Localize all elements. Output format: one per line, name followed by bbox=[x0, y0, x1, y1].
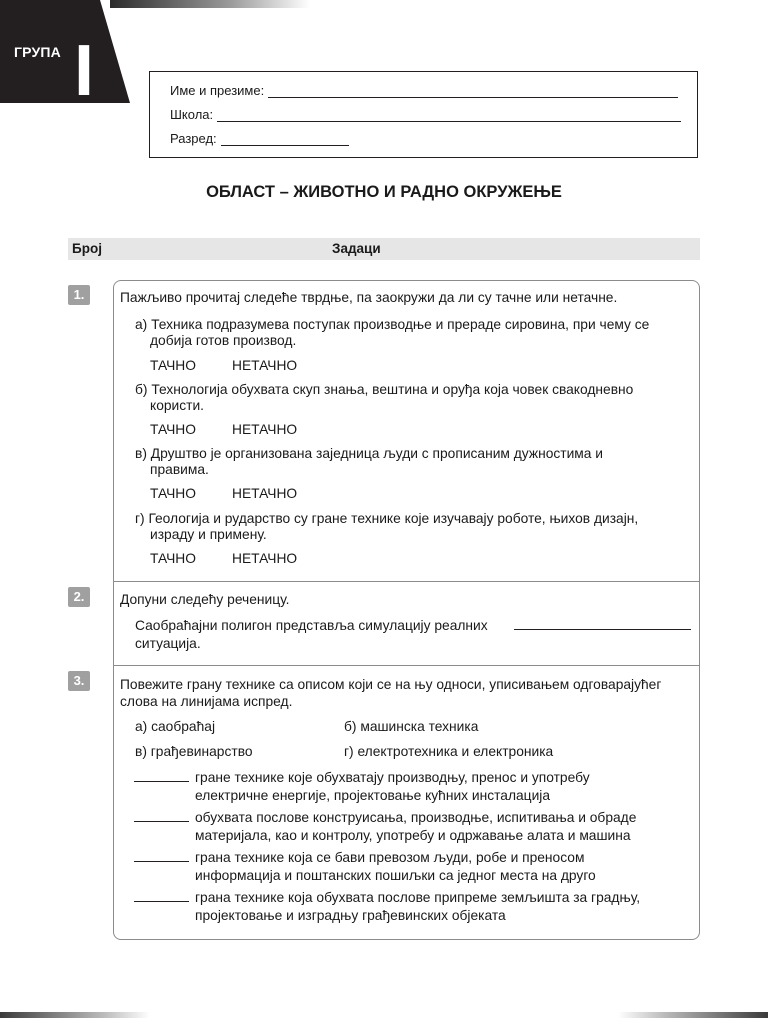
task-3-desc-3-line1: грана технике која се бави превозом људи, робе и преносом bbox=[195, 850, 585, 865]
task-3-answer-field-3[interactable] bbox=[134, 849, 189, 862]
header-number: Број bbox=[72, 241, 102, 256]
name-field[interactable] bbox=[268, 85, 678, 98]
task-3-desc-4-line1: грана технике која обухвата послове припреме земљишта за градњу, bbox=[195, 890, 641, 905]
task-2-instruction: Допуни следећу реченицу. bbox=[120, 592, 290, 607]
task-2-answer-field[interactable] bbox=[514, 617, 691, 630]
name-label: Име и презиме: bbox=[170, 83, 265, 98]
school-row bbox=[170, 107, 681, 122]
school-field[interactable] bbox=[217, 109, 681, 122]
grade-label: Разред: bbox=[170, 131, 217, 146]
task-1-item-a-line1: а) Техника подразумева поступак производње и прераде сировина, при чему се bbox=[135, 317, 650, 332]
task-3-desc-1-line2: електричне енергије, пројектовање кућних инсталација bbox=[195, 788, 551, 803]
task-3-desc-1-line1: гране технике које обухватају производњу, пренос и употребу bbox=[195, 770, 590, 785]
task-1-item-a-false[interactable]: НЕТАЧНО bbox=[232, 358, 298, 373]
task-1-item-b-true[interactable]: ТАЧНО bbox=[150, 422, 196, 437]
task-3-desc-4-line2: пројектовање и изградњу грађевинских објеката bbox=[195, 908, 506, 923]
grade-row bbox=[170, 131, 349, 146]
group-number: I bbox=[74, 31, 95, 111]
grade-field[interactable] bbox=[221, 133, 349, 146]
task-1-item-c-false[interactable]: НЕТАЧНО bbox=[232, 486, 298, 501]
task-3-option-d: г) електротехника и електроника bbox=[344, 744, 554, 759]
task-1-instruction: Пажљиво прочитај следеће тврдње, па заокружи да ли су тачне или нетачне. bbox=[120, 290, 618, 305]
student-info-box bbox=[149, 71, 698, 158]
table-header bbox=[68, 238, 700, 260]
bottom-decoration-right bbox=[618, 1012, 768, 1018]
task-3-option-c: в) грађевинарство bbox=[135, 744, 253, 759]
task-3-desc-2-line2: материјала, као и контролу, употребу и одржавање алата и машина bbox=[195, 828, 631, 843]
task-1-item-a-line2: добија готов производ. bbox=[150, 333, 297, 348]
task-1-item-b-line2: користи. bbox=[150, 398, 205, 413]
task-1-item-d-line2: израду и примену. bbox=[150, 527, 267, 542]
task-1-item-d-line1: г) Геологија и рударство су гране технике које изучавају роботе, њихов дизајн, bbox=[135, 511, 639, 526]
task-1-item-c-line2: правима. bbox=[150, 462, 209, 477]
task-3-desc-2-line1: обухвата послове конструисања, производње, испитивања и обраде bbox=[195, 810, 637, 825]
task-1-number: 1. bbox=[68, 285, 90, 305]
task-1-item-d-false[interactable]: НЕТАЧНО bbox=[232, 551, 298, 566]
task-divider-1 bbox=[113, 581, 700, 582]
top-decoration-bar bbox=[110, 0, 310, 8]
school-label: Школа: bbox=[170, 107, 214, 122]
bottom-decoration-left bbox=[0, 1012, 150, 1018]
task-3-desc-3-line2: информација и поштанских пошиљки са једног места на друго bbox=[195, 868, 596, 883]
task-1-item-b-line1: б) Технологија обухвата скуп знања, вештина и оруђа која човек свакодневно bbox=[135, 382, 634, 397]
task-1-item-c-line1: в) Друштво је организована заједница људи с прописаним дужностима и bbox=[135, 446, 603, 461]
task-1-item-d-true[interactable]: ТАЧНО bbox=[150, 551, 196, 566]
group-label: ГРУПА bbox=[14, 44, 61, 60]
task-divider-2 bbox=[113, 665, 700, 666]
header-tasks: Задаци bbox=[332, 241, 381, 256]
section-title: ОБЛАСТ – ЖИВОТНО И РАДНО ОКРУЖЕЊЕ bbox=[206, 183, 562, 201]
task-3-number: 3. bbox=[68, 671, 90, 691]
task-3-answer-field-2[interactable] bbox=[134, 809, 189, 822]
task-2-sentence-end: ситуација. bbox=[135, 636, 201, 651]
task-2-number: 2. bbox=[68, 587, 90, 607]
task-3-answer-field-4[interactable] bbox=[134, 889, 189, 902]
task-3-answer-field-1[interactable] bbox=[134, 769, 189, 782]
task-2-sentence-start: Саобраћајни полигон представља симулацију реалних bbox=[135, 618, 488, 633]
name-row bbox=[170, 83, 678, 98]
task-1-item-a-true[interactable]: ТАЧНО bbox=[150, 358, 196, 373]
task-1-item-b-false[interactable]: НЕТАЧНО bbox=[232, 422, 298, 437]
task-1-item-c-true[interactable]: ТАЧНО bbox=[150, 486, 196, 501]
task-3-option-a: а) саобраћај bbox=[135, 719, 216, 734]
task-3-instruction-line2: слова на линијама испред. bbox=[120, 694, 293, 709]
task-3-instruction-line1: Повежите грану технике са описом који се на њу односи, уписивањем одговарајућег bbox=[120, 677, 662, 692]
task-3-option-b: б) машинска техника bbox=[344, 719, 479, 734]
